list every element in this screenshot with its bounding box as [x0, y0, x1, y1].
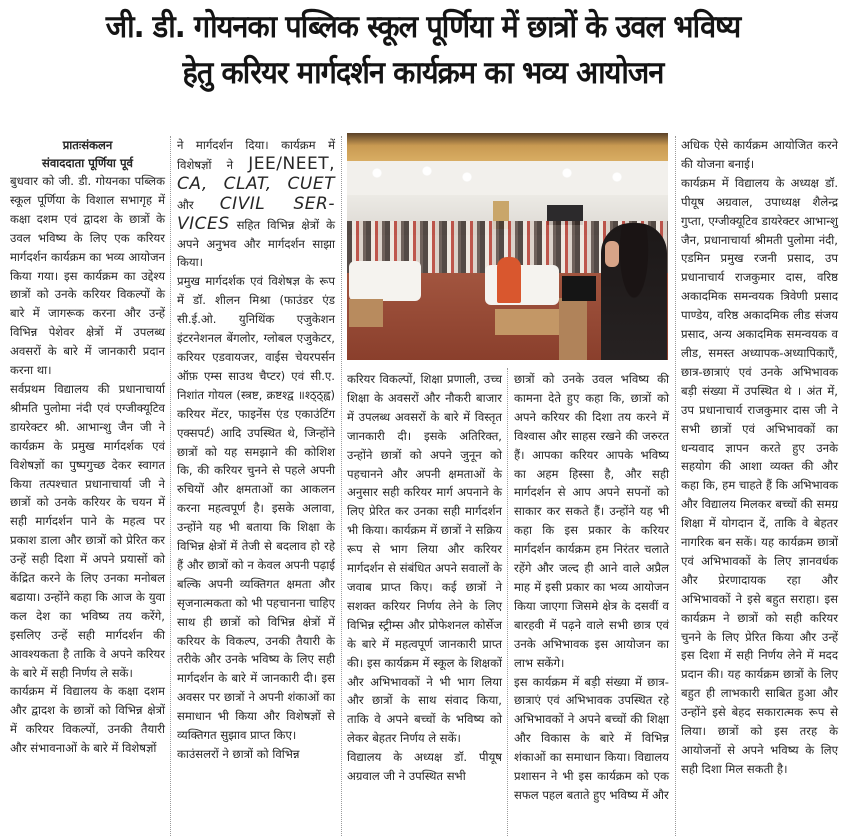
- photo-table: [495, 309, 559, 335]
- photo-sofa: [349, 261, 421, 301]
- exam-names: CIVIL SER-VICES: [177, 193, 335, 234]
- byline-source: प्रातःसंकलन: [62, 138, 113, 152]
- paragraph-text: और: [177, 197, 194, 212]
- paragraph: प्रमुख मार्गदर्शक एवं विशेषज्ञ के रूप में डॉ. शीलन मिश्रा (फाउंडर एंड सी.ई.ओ. युनिथिंक एजुकेशन इंटरनेशनल बेंगलोर, ग्लोबल एजुकेटर, करियर एडवायजर, वाईस चेयरपर्सन ऑफ़ एम्स साउथ चैप्टर) एवं सी.ए. निशांत गोयल (स्त्रष्ट, क्रष्टश्द्व ॥श्ठ्ठ्ह्व) करियर मेंटर, फाइनेंस एंड एकाउंटिंग एक्सपर्ट) आदि उपस्थित थे, जिन्होंने छात्रों को यह समझाने की कोशिश कि, की करियर चुनने से पहले अपनी रुचियों और क्षमताओं का आकलन करना महत्वपूर्ण है। इसके अलावा, उन्होंने यह भी बताया कि शिक्षा के विभिन्न क्षेत्रों में तेजी से बदलाव हो रहे हैं और छात्रों को न केवल अपनी पढ़ाई बल्कि अपनी व्यक्तिगत क्षमता और सृजनात्मकता को भी पहचानना चाहिए साथ ही छात्रों को विभिन्न क्षेत्रों में करियर के विकल्प, उनकी तैयारी के तरीके और उनके भविष्य के लिए सही मार्गदर्शन के बारे में जानकारी दी। इस अवसर पर छात्रों ने अपनी शंकाओं का समाधान भी किया और विशेषज्ञों से व्यक्तिगत सुझाव प्राप्त किए।: [177, 274, 335, 743]
- photo-ceiling: [347, 133, 668, 161]
- exam-names: JEE/NEET,: [248, 153, 335, 174]
- article-column-5: [681, 136, 838, 779]
- article-column-3: [347, 370, 502, 786]
- paragraph: कार्यक्रम में विद्यालय के कक्षा दशम और द्वादश के छात्रों को विभिन्न क्षेत्रों में करियर विकल्पों, उनकी तैयारी और संभावनाओं के बारे में विशेषज्ञों: [10, 684, 165, 756]
- column-divider: [507, 368, 508, 836]
- paragraph: बुधवार को जी. डी. गोयनका पब्लिक स्कूल पूर्णिया के विशाल सभागृह में कक्षा दशम एवं द्वादश के छात्रों के उवल भविष्य के लिए एक करियर मार्गदर्शन कार्यक्रम का भव्य आयोजन किया गया। इस कार्यक्रम का उद्देश्य छात्रों को उनके करियर विकल्पों के बारे में जागरूक करना और उन्हें विभिन्न पेशेवर क्षेत्रों में उपलब्ध अवसरों के बारे में जानकारी प्रदान करना था।: [10, 174, 165, 378]
- headline-line-1: जी. डी. गोयनका पब्लिक स्कूल पूर्णिया में छात्रों के उवल भविष्य: [105, 9, 741, 45]
- paragraph: करियर विकल्पों, शिक्षा प्रणाली, उच्च शिक्षा के अवसरों और नौकरी बाजार में उपलब्ध अवसरों के बारे में विस्तृत जानकारी दी। इसके अतिरिक्त, उन्होंने छात्रों को अपने जुनून को पहचानने और अपनी क्षमताओं के अनुसार सही करियर मार्ग अपनाने के लिए प्रेरित कर उनका सही मार्गदर्शन भी किया। कार्यक्रम में छात्रों ने सक्रिय रूप से भाग लिया और करियर मार्गदर्शन से संबंधित अपने सवालों के जवाब प्राप्त किए। कई छात्रों ने सशक्त करियर निर्णय लेने के लिए विभिन्न स्ट्रीम्स और प्रोफेशनल कोर्सेज के बारे में महत्वपूर्ण जानकारी प्राप्त की। इस कार्यक्रम में स्कूल के शिक्षकों और अभिभावकों ने भी भाग लिया और छात्रों के साथ संवाद किया, ताकि वे अपने बच्चों के भविष्य को लेकर बेहतर निर्णय ले सकें।: [347, 372, 502, 746]
- paragraph-text: सहित विभिन्न क्षेत्रों के अपने अनुभव और मार्गदर्शन साझा किया।: [177, 217, 336, 270]
- photo-table: [349, 299, 383, 327]
- event-photo: [347, 133, 668, 360]
- column-divider: [170, 136, 171, 836]
- photo-guest: [497, 257, 521, 303]
- byline-reporter: संवाददाता पूर्णिया पूर्व: [41, 156, 133, 170]
- paragraph: कार्यक्रम में विद्यालय के अध्यक्ष डॉ. पीयूष अग्रवाल, उपाध्यक्ष शैलेन्द्र गुप्ता, एग्जीक्यूटिव डायरेक्टर आभान्शु जैन, प्रधानाचार्या श्रीमती पुलोमा नंदी, एडमिन प्रमुख रजनी प्रसाद, उप प्रधानाचार्य राजकुमार दास, वरिष्ठ अकादमिक समन्वयक त्रिवेणी प्रसाद पाण्डेय, वरिष्ठ अकादमिक लीड संजय प्रसाद, अन्य अकादमिक समन्वयक व लीड, समस्त अध्यापक-अध्यापिकाएँ, छात्र-छात्राएं एवं उनके अभिभावक बड़ी संख्या में उपस्थित थे । अंत में, उप प्रधानाचार्य राजकुमार दास जी ने सभी छात्रों एवं अभिभावकों का धन्यवाद ज्ञापन करते हुए उनके सहयोग की आशा व्यक्त की और कहा कि, हम चाहते हैं कि अभिभावक और विद्यालय मिलकर बच्चों की समग्र शिक्षा में योगदान दें, ताकि वे बेहतर नागरिक बन सकें। यह कार्यक्रम छात्रों एवं अभिभावकों के लिए ज्ञानवर्धक और प्रेरणादायक रहा और अभिभावकों ने इसे बहुत सराहा। इस कार्यक्रम ने छात्रों को सही करियर चुनने के लिए प्रेरित किया और उन्हें इस दिशा में सही निर्णय लेने में मदद प्रदान की। यह कार्यक्रम छात्रों के लिए बहुत ही लाभकारी साबित हुआ और उन्होंने इसे बेहद सकारात्मक रूप से लिया। छात्रों को इस तरह के आयोजनों से अपने भविष्य के लिए सही दिशा मिल सकती है।: [681, 175, 838, 776]
- column-divider: [675, 136, 676, 836]
- article-column-1: [10, 136, 165, 758]
- paragraph: अधिक ऐसे कार्यक्रम आयोजित करने की योजना बनाई।: [681, 138, 838, 171]
- exam-names: CA, CLAT, CUET: [177, 173, 335, 194]
- photo-speaker-face: [605, 241, 619, 267]
- headline-line-2: हेतु करियर मार्गदर्शन कार्यक्रम का भव्य आयोजन: [182, 55, 664, 91]
- article-headline: [0, 4, 846, 96]
- photo-laptop: [562, 276, 596, 301]
- photo-podium: [559, 298, 587, 360]
- article-column-2: [177, 136, 335, 764]
- column-divider: [341, 136, 342, 836]
- article-column-4: [514, 370, 669, 805]
- paragraph: छात्रों को उनके उवल भविष्य की कामना देते हुए कहा कि, छात्रों को अपने करियर की दिशा तय करने में विश्वास और साहस रखने की जरुरत हैं। आपका करियर आपके भविष्य का अहम हिस्सा है, और सही मार्गदर्शन से आप अपने सपनों को साकार कर सकते हैं। उन्होंने यह भी कहा कि इस प्रकार के करियर मार्गदर्शन कार्यक्रम हम निरंतर चलाते रहेंगे और जल्द ही आने वाले अप्रैल माह में इसी प्रकार का भव्य आयोजन किया जाएगा जिसमे क्षेत्र के दसवीं व बारहवी में पढ़ने वाले सभी छात्र एवं उनके अभिभावक इस आयोजन का लाभ सकेंगे।: [514, 372, 669, 670]
- paragraph: काउंसलरों ने छात्रों को विभिन्न: [177, 747, 300, 761]
- paragraph: [177, 136, 335, 272]
- paragraph: विद्यालय के अध्यक्ष डॉ. पीयूष अग्रवाल जी ने उपस्थित सभी: [347, 750, 502, 784]
- photo-lights: [347, 165, 668, 185]
- paragraph: सर्वप्रथम विद्यालय की प्रधानाचार्या श्रीमति पुलोमा नंदी एवं एग्जीक्यूटिव डायरेक्टर श्री. आभान्शु जैन जी ने कार्यक्रम के प्रमुख मार्गदर्शक एवं विशेषज्ञों का पुष्पगुच्छ देकर स्वागत किया तत्पश्चात प्रधानाचार्या जी ने छात्रों को उनके करियर के चयन में सही मार्गदर्शन पाने के महत्व पर प्रकाश डाला और छात्रों को प्रेरित कर उन्हें सही दिशा में अपने प्रयासों को केंद्रित करने के लिए उनका मनोबल बढाया। उन्होंने कहा कि आज के युवा कल देश का भविष्य तय करेंगे, इसलिए उन्हें सही मार्गदर्शन की आवश्यकता है ताकि वे अपने करियर के बारे में सही निर्णय ले सकें।: [10, 381, 165, 680]
- paragraph-text: ने मार्गदर्शन दिया। कार्यक्रम में विशेषज्ञों ने: [177, 138, 335, 172]
- paragraph: इस कार्यक्रम में बड़ी संख्या में छात्र-छात्राएं एवं अभिभावक उपस्थित रहे अभिभावकों ने अपने बच्चों की शिक्षा और विकास के बारे में विभिन्न शंकाओं का समाधान किया। विद्यालय प्रशासन ने भी इस कार्यक्रम को एक सफल पहल बताते हुए भविष्य में और: [514, 674, 669, 802]
